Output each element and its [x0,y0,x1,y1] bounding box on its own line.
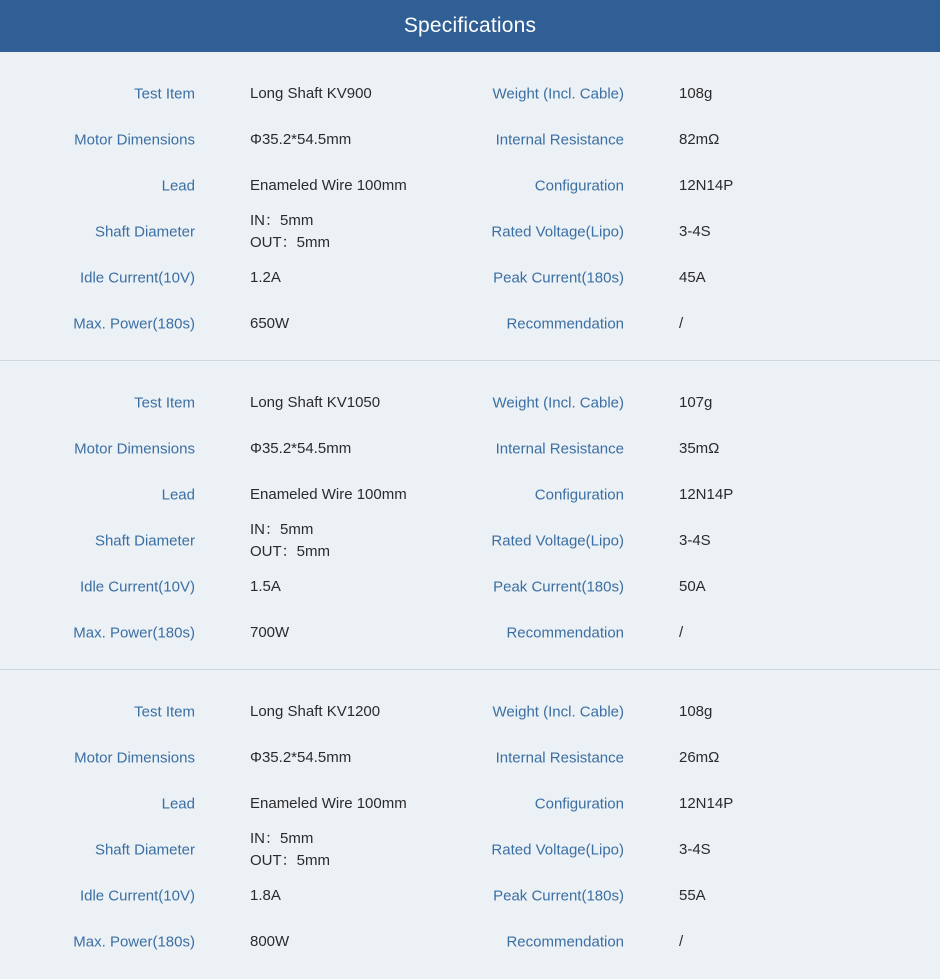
spec-value: 700W [250,624,290,641]
spec-row [0,472,940,518]
spec-label: Configuration [534,177,624,195]
spec-row [0,380,940,426]
spec-row [0,564,940,610]
spec-label: Shaft Diameter [94,223,195,241]
spec-label: Weight (Incl. Cable) [492,394,624,412]
spec-label: Peak Current(180s) [493,269,624,287]
spec-row [0,163,940,209]
spec-value: 50A [679,578,706,595]
spec-value: 12N14P [679,177,734,194]
spec-row [0,781,940,827]
spec-label: Max. Power(180s) [73,315,195,333]
spec-value [250,519,330,563]
spec-label: Weight (Incl. Cable) [492,85,624,103]
spec-value: 82mΩ [679,131,720,148]
spec-value: 26mΩ [679,749,720,766]
spec-value [250,828,330,872]
spec-label: Idle Current(10V) [79,269,195,287]
spec-value: 12N14P [679,795,734,812]
spec-value: Φ35.2*54.5mm [250,440,352,457]
spec-label: Idle Current(10V) [79,578,195,596]
spec-value: 3-4S [679,532,711,549]
spec-label: Motor Dimensions [74,440,195,458]
spec-value [250,210,330,254]
spec-section [0,52,940,361]
spec-value-line: IN：5mm [250,830,314,847]
spec-label: Max. Power(180s) [73,933,195,951]
spec-label: Weight (Incl. Cable) [492,703,624,721]
spec-row [0,919,940,965]
spec-value-line: OUT：5mm [250,543,330,560]
spec-section [0,361,940,670]
spec-value: 650W [250,315,290,332]
spec-label: Max. Power(180s) [73,624,195,642]
spec-value: 3-4S [679,223,711,240]
spec-label: Test Item [134,703,195,721]
spec-row [0,117,940,163]
spec-value: 800W [250,933,290,950]
spec-value: / [679,624,684,641]
spec-value: 1.5A [250,578,281,595]
spec-value: / [679,933,684,950]
spec-label: Recommendation [506,315,624,333]
spec-value: Long Shaft KV1200 [250,703,381,720]
spec-label: Peak Current(180s) [493,578,624,596]
spec-label: Shaft Diameter [94,841,195,859]
specifications-header [0,0,940,52]
spec-label: Idle Current(10V) [79,887,195,905]
spec-value: 108g [679,85,713,102]
spec-value: Φ35.2*54.5mm [250,131,352,148]
spec-value: / [679,315,684,332]
spec-row [0,873,940,919]
spec-label: Lead [161,486,195,504]
spec-label: Peak Current(180s) [493,887,624,905]
spec-value: Enameled Wire 100mm [250,177,407,194]
spec-label: Configuration [534,486,624,504]
spec-label: Motor Dimensions [74,131,195,149]
spec-value: 107g [679,394,713,411]
spec-value: Enameled Wire 100mm [250,486,407,503]
spec-row [0,689,940,735]
spec-value: 1.8A [250,887,281,904]
spec-label: Test Item [134,394,195,412]
spec-label: Lead [161,177,195,195]
spec-label: Rated Voltage(Lipo) [491,532,624,550]
spec-value: 45A [679,269,706,286]
spec-label: Internal Resistance [495,131,624,149]
spec-value: 12N14P [679,486,734,503]
spec-label: Internal Resistance [495,440,624,458]
spec-value-line: IN：5mm [250,212,314,229]
spec-row [0,71,940,117]
spec-value: Φ35.2*54.5mm [250,749,352,766]
spec-label: Rated Voltage(Lipo) [491,841,624,859]
spec-label: Test Item [134,85,195,103]
spec-row [0,301,940,347]
spec-label: Internal Resistance [495,749,624,767]
spec-label: Rated Voltage(Lipo) [491,223,624,241]
spec-row [0,255,940,301]
spec-row [0,735,940,781]
spec-row [0,610,940,656]
spec-value: 1.2A [250,269,281,286]
spec-value-line: OUT：5mm [250,234,330,251]
spec-value-line: IN：5mm [250,521,314,538]
spec-label: Recommendation [506,624,624,642]
spec-label: Configuration [534,795,624,813]
spec-label: Shaft Diameter [94,532,195,550]
spec-value: Long Shaft KV900 [250,85,372,102]
spec-row [0,209,940,255]
spec-section [0,670,940,979]
spec-value: 108g [679,703,713,720]
spec-value: 55A [679,887,706,904]
spec-label: Lead [161,795,195,813]
spec-row [0,827,940,873]
spec-value: Enameled Wire 100mm [250,795,407,812]
spec-value: Long Shaft KV1050 [250,394,381,411]
spec-row [0,518,940,564]
spec-label: Motor Dimensions [74,749,195,767]
spec-row [0,426,940,472]
spec-value: 35mΩ [679,440,720,457]
spec-value-line: OUT：5mm [250,852,330,869]
page-title: Specifications [403,14,537,37]
spec-label: Recommendation [506,933,624,951]
spec-value: 3-4S [679,841,711,858]
